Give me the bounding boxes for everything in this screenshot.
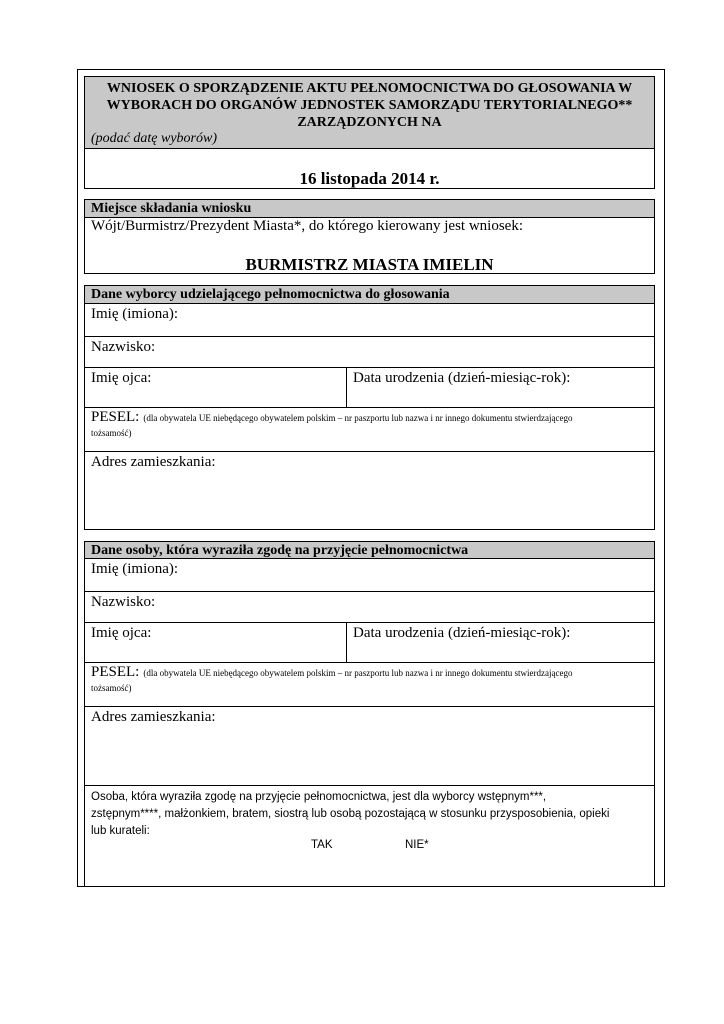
proxy-header: Dane osoby, która wyraziła zgodę na przyjęcie pełnomocnictwa — [91, 543, 469, 558]
voter-surname-label: Nazwisko: — [91, 339, 156, 355]
relation-yes-option[interactable]: TAK — [311, 839, 333, 851]
proxy-father-birth-row — [85, 623, 654, 663]
voter-first-names-label: Imię (imiona): — [91, 306, 179, 322]
proxy-header-row — [85, 542, 654, 559]
title-section — [84, 76, 655, 189]
election-date: 16 listopada 2014 r. — [299, 169, 440, 188]
voter-pesel-note-cont: tożsamość) — [91, 428, 132, 438]
voter-pesel-note: (dla obywatela UE niebędącego obywatelem polskim – nr paszportu lub nazwa i nr innego dokumentu stwierdzającego — [143, 413, 573, 423]
proxy-column-divider — [346, 623, 347, 662]
relation-text-line1: Osoba, która wyraziła zgodę na przyjęcie pełnomocnictwa, jest dla wyborcy wstępnym***, — [91, 791, 547, 803]
voter-surname-row[interactable] — [85, 337, 654, 368]
proxy-pesel-row[interactable] — [85, 663, 654, 707]
voter-header-row — [85, 286, 654, 304]
proxy-pesel-label: PESEL: — [91, 664, 140, 680]
voter-birth-date-label[interactable]: Data urodzenia (dzień-miesiąc-rok): — [353, 370, 571, 386]
voter-pesel-label: PESEL: — [91, 409, 140, 425]
proxy-address-label: Adres zamieszkania: — [91, 709, 216, 725]
proxy-surname-label: Nazwisko: — [91, 594, 156, 610]
voter-column-divider — [346, 368, 347, 407]
proxy-pesel-note-cont: tożsamość) — [91, 683, 132, 693]
voter-address-label: Adres zamieszkania: — [91, 454, 216, 470]
proxy-father-name-label[interactable]: Imię ojca: — [91, 625, 152, 641]
authority-name: BURMISTRZ MIASTA IMIELIN — [245, 255, 494, 274]
form-title-line2: WYBORACH DO ORGANÓW JEDNOSTEK SAMORZĄDU TERYTORIALNEGO** — [106, 98, 633, 113]
proxy-address-row[interactable] — [85, 707, 654, 786]
relation-text-line2: zstępnym****, małżonkiem, bratem, siostrą lub osobą pozostającą w stosunku przysposobienia, opieki — [91, 808, 610, 820]
date-hint: (podać datę wyborów) — [91, 131, 217, 146]
voter-father-name-label[interactable]: Imię ojca: — [91, 370, 152, 386]
form-title-line3: ZARZĄDZONYCH NA — [297, 115, 442, 130]
title-header — [85, 77, 654, 149]
voter-section — [84, 285, 655, 530]
voter-header: Dane wyborcy udzielającego pełnomocnictwa do głosowania — [91, 287, 450, 302]
proxy-pesel-note: (dla obywatela UE niebędącego obywatelem polskim – nr paszportu lub nazwa i nr innego dokumentu stwierdzającego — [143, 668, 573, 678]
voter-first-names-row[interactable] — [85, 304, 654, 337]
relation-text-line3: lub kurateli: — [91, 825, 150, 837]
place-header-row — [85, 200, 654, 218]
voter-father-birth-row — [85, 368, 654, 408]
proxy-first-names-row[interactable] — [85, 559, 654, 592]
voter-pesel-row[interactable] — [85, 408, 654, 452]
voter-address-row[interactable] — [85, 452, 654, 531]
proxy-surname-row[interactable] — [85, 592, 654, 623]
relation-no-option[interactable]: NIE* — [405, 839, 429, 851]
proxy-section — [84, 541, 655, 887]
form-title-line1: WNIOSEK O SPORZĄDZENIE AKTU PEŁNOMOCNICTWA DO GŁOSOWANIA W — [106, 81, 633, 96]
place-header: Miejsce składania wniosku — [91, 201, 252, 216]
place-description: Wójt/Burmistrz/Prezydent Miasta*, do którego kierowany jest wniosek: — [91, 218, 523, 234]
proxy-first-names-label: Imię (imiona): — [91, 561, 179, 577]
place-section — [84, 199, 655, 274]
relation-row — [85, 786, 654, 886]
proxy-birth-date-label[interactable]: Data urodzenia (dzień-miesiąc-rok): — [353, 625, 571, 641]
